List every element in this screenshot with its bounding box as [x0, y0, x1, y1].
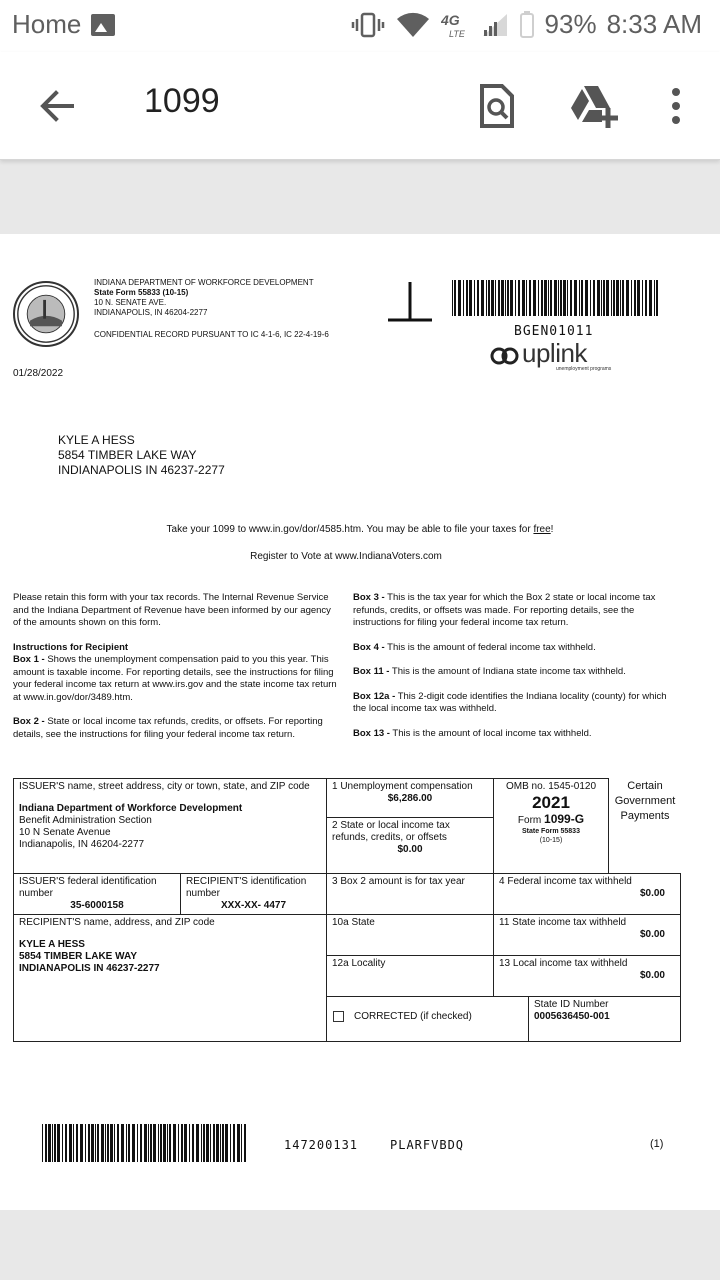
agency-city: INDIANAPOLIS, IN 46204-2277 — [94, 308, 208, 317]
file-taxes-end: ! — [550, 524, 554, 535]
corrected-cell — [326, 996, 529, 1042]
box13-cell-label: 13 Local income tax withheld — [499, 958, 628, 969]
wifi-icon — [395, 11, 431, 39]
corrected-label: CORRECTED (if checked) — [354, 1011, 472, 1023]
state-id-cell — [528, 996, 681, 1042]
box13-text: This is the amount of local income tax withheld. — [389, 727, 592, 739]
box1-paragraph — [13, 654, 341, 704]
register-vote-note: Register to Vote at www.IndianaVoters.com — [250, 551, 442, 562]
instructions-left — [13, 592, 341, 753]
box1-value: $6,286.00 — [387, 793, 433, 804]
mailing-address — [58, 433, 225, 478]
form-title: Certain Government Payments — [614, 780, 676, 822]
recipient-cell-name: KYLE A HESS — [19, 939, 85, 950]
omb-cell — [493, 778, 609, 874]
image-notification-icon — [91, 14, 115, 36]
box10a-cell — [326, 914, 494, 956]
logo-subtext: unemployment programs — [556, 366, 612, 372]
box12a-paragraph — [353, 691, 677, 716]
status-home-label: Home — [12, 9, 82, 39]
issuer-line2: Benefit Administration Section — [19, 815, 152, 826]
box13-value: $0.00 — [639, 970, 665, 981]
confidential-note: CONFIDENTIAL RECORD PURSUANT TO IC 4-1-6, IC 22-4-19-6 — [94, 330, 329, 339]
agency-header — [94, 278, 314, 318]
state-form-date: (10-15) — [539, 837, 563, 844]
box1-cell-label: 1 Unemployment compensation — [332, 781, 473, 792]
form-prefix: Form — [517, 815, 545, 826]
vibrate-icon — [351, 12, 385, 38]
box2-cell-label: 2 State or local income tax refunds, credits, or offsets — [332, 820, 450, 843]
box10a-label: 10a State — [332, 917, 375, 928]
top-barcode — [452, 280, 660, 316]
logo-text: uplink — [522, 338, 587, 368]
box4-cell-label: 4 Federal income tax withheld — [499, 876, 632, 887]
status-bar — [0, 0, 720, 52]
box2-label: Box 2 - — [13, 716, 45, 727]
battery-icon — [519, 11, 535, 39]
recipient-label: RECIPIENT'S name, address, and ZIP code — [19, 917, 215, 928]
page-number: (1) — [650, 1138, 664, 1150]
box11-cell — [493, 914, 681, 956]
state-id: 0005636450-001 — [534, 1011, 610, 1022]
recipient-id-cell — [180, 873, 327, 915]
form-1099g — [13, 778, 681, 1042]
recipient-street: 5854 TIMBER LAKE WAY — [58, 448, 197, 462]
box4-cell — [493, 873, 681, 915]
box4-value: $0.00 — [639, 888, 665, 899]
state-form: State Form 55833 (10-15) — [94, 288, 189, 297]
lte-signal-icon — [441, 11, 471, 39]
box13-label: Box 13 - — [353, 727, 390, 739]
issuer-id: 35-6000158 — [70, 900, 124, 911]
corrected-checkbox[interactable] — [333, 1011, 344, 1022]
more-vert-icon[interactable] — [662, 82, 690, 130]
box4-paragraph — [353, 642, 677, 655]
free-link[interactable]: free — [533, 524, 551, 535]
issuer-id-cell — [13, 873, 181, 915]
box4-text: This is the amount of federal income tax withheld. — [384, 641, 596, 653]
cell-signal-icon — [481, 12, 509, 38]
uplink-logo — [490, 338, 624, 376]
svg-text:4G: 4G — [440, 11, 460, 28]
box11-cell-label: 11 State income tax withheld — [499, 917, 627, 928]
recipient-cell — [13, 914, 327, 1042]
recipient-cell-city: INDIANAPOLIS IN 46237-2277 — [19, 963, 160, 974]
box1-cell — [326, 778, 494, 818]
clock: 8:33 AM — [606, 9, 702, 39]
recipient-cell-street: 5854 TIMBER LAKE WAY — [19, 951, 137, 962]
form-name-line — [499, 813, 603, 827]
box4-label: Box 4 - — [353, 641, 385, 653]
omb-number: OMB no. 1545-0120 — [505, 781, 597, 792]
box12a-cell-label: 12a Locality — [332, 958, 386, 969]
bottom-code-2: PLARFVBDQ — [390, 1138, 465, 1152]
registration-mark-icon — [388, 280, 432, 324]
issuer-line4: Indianapolis, IN 46204-2277 — [19, 839, 145, 850]
recipient-id-label: RECIPIENT'S identification number — [186, 876, 307, 899]
recipient-name: KYLE A HESS — [58, 433, 135, 447]
file-taxes-note — [0, 524, 720, 535]
agency-street: 10 N. SENATE AVE. — [94, 298, 167, 307]
box2-text: State or local income tax refunds, credits, or offsets. For reporting details, see the instructions for filing your federal income tax return. — [13, 716, 323, 740]
box12a-label: Box 12a - — [353, 690, 396, 702]
box3-paragraph — [353, 592, 677, 630]
issuer-name: Indiana Department of Workforce Development — [19, 803, 243, 814]
box2-paragraph — [13, 716, 341, 741]
back-arrow-icon[interactable] — [36, 84, 80, 128]
state-seal-icon — [13, 281, 79, 347]
recipient-id: XXX-XX- 4477 — [220, 900, 287, 911]
search-document-icon[interactable] — [472, 82, 520, 130]
box3-text: This is the tax year for which the Box 2 state or local income tax refunds, credits, or offsets was made. For reporting details, see the instructions for filing your federal income tax return. — [353, 592, 656, 628]
barcode-label: BGEN01011 — [514, 324, 594, 339]
recipient-city: INDIANAPOLIS IN 46237-2277 — [58, 463, 225, 477]
bottom-barcode — [42, 1124, 250, 1162]
file-taxes-text: Take your 1099 to www.in.gov/dor/4585.htm. You may be able to file your taxes for — [166, 524, 534, 535]
box11-label: Box 11 - — [353, 666, 390, 677]
tax-year: 2021 — [532, 793, 570, 812]
box11-paragraph — [353, 666, 677, 679]
agency-name: INDIANA DEPARTMENT OF WORKFORCE DEVELOPMENT — [94, 278, 314, 287]
issuer-cell — [13, 778, 327, 874]
instructions-right — [353, 592, 677, 752]
box3-cell — [326, 873, 494, 915]
form-name: 1099-G — [544, 812, 585, 826]
box12a-cell — [326, 955, 494, 997]
issuer-id-label: ISSUER'S federal identification number — [19, 876, 157, 899]
status-left — [12, 9, 115, 40]
svg-text:LTE: LTE — [448, 28, 465, 39]
box11-value: $0.00 — [639, 929, 665, 940]
document-title: 1099 — [144, 82, 220, 120]
box13-cell — [493, 955, 681, 997]
box13-paragraph — [353, 728, 677, 741]
bottom-code-1: 147200131 — [284, 1138, 359, 1152]
issuer-label: ISSUER'S name, street address, city or town, state, and ZIP code — [19, 781, 310, 792]
battery-percent: 93% — [544, 9, 597, 39]
box11-text: This is the amount of Indiana state income tax withheld. — [389, 666, 626, 677]
instructions-title: Instructions for Recipient — [13, 641, 129, 653]
app-bar — [0, 52, 720, 160]
document-page — [0, 234, 720, 1210]
state-id-label: State ID Number — [534, 999, 609, 1010]
issuer-line3: 10 N Senate Avenue — [19, 827, 111, 838]
notice-date: 01/28/2022 — [13, 368, 64, 379]
box3-cell-label: 3 Box 2 amount is for tax year — [332, 876, 465, 887]
status-right — [351, 9, 702, 40]
drive-add-icon[interactable] — [568, 82, 618, 130]
box2-value: $0.00 — [397, 844, 423, 855]
box1-text: Shows the unemployment compensation paid to you this year. This amount is taxable income. For reporting details, see the instructions for filing your federal income tax return at www.irs.gov and the state income tax return at www.in.gov/dor/3489.htm. — [13, 654, 337, 703]
box3-label: Box 3 - — [353, 592, 385, 603]
state-form-number: State Form 55833 — [522, 828, 580, 835]
retain-paragraph: Please retain this form with your tax records. The Internal Revenue Service and the Indiana Department of Revenue have been informed by our agency of the amounts shown on this form. — [13, 592, 331, 628]
box1-label: Box 1 - — [13, 654, 45, 665]
box2-cell — [326, 817, 494, 874]
box12a-text: This 2-digit code identifies the Indiana locality (county) for which the local income tax was withheld. — [353, 690, 667, 714]
